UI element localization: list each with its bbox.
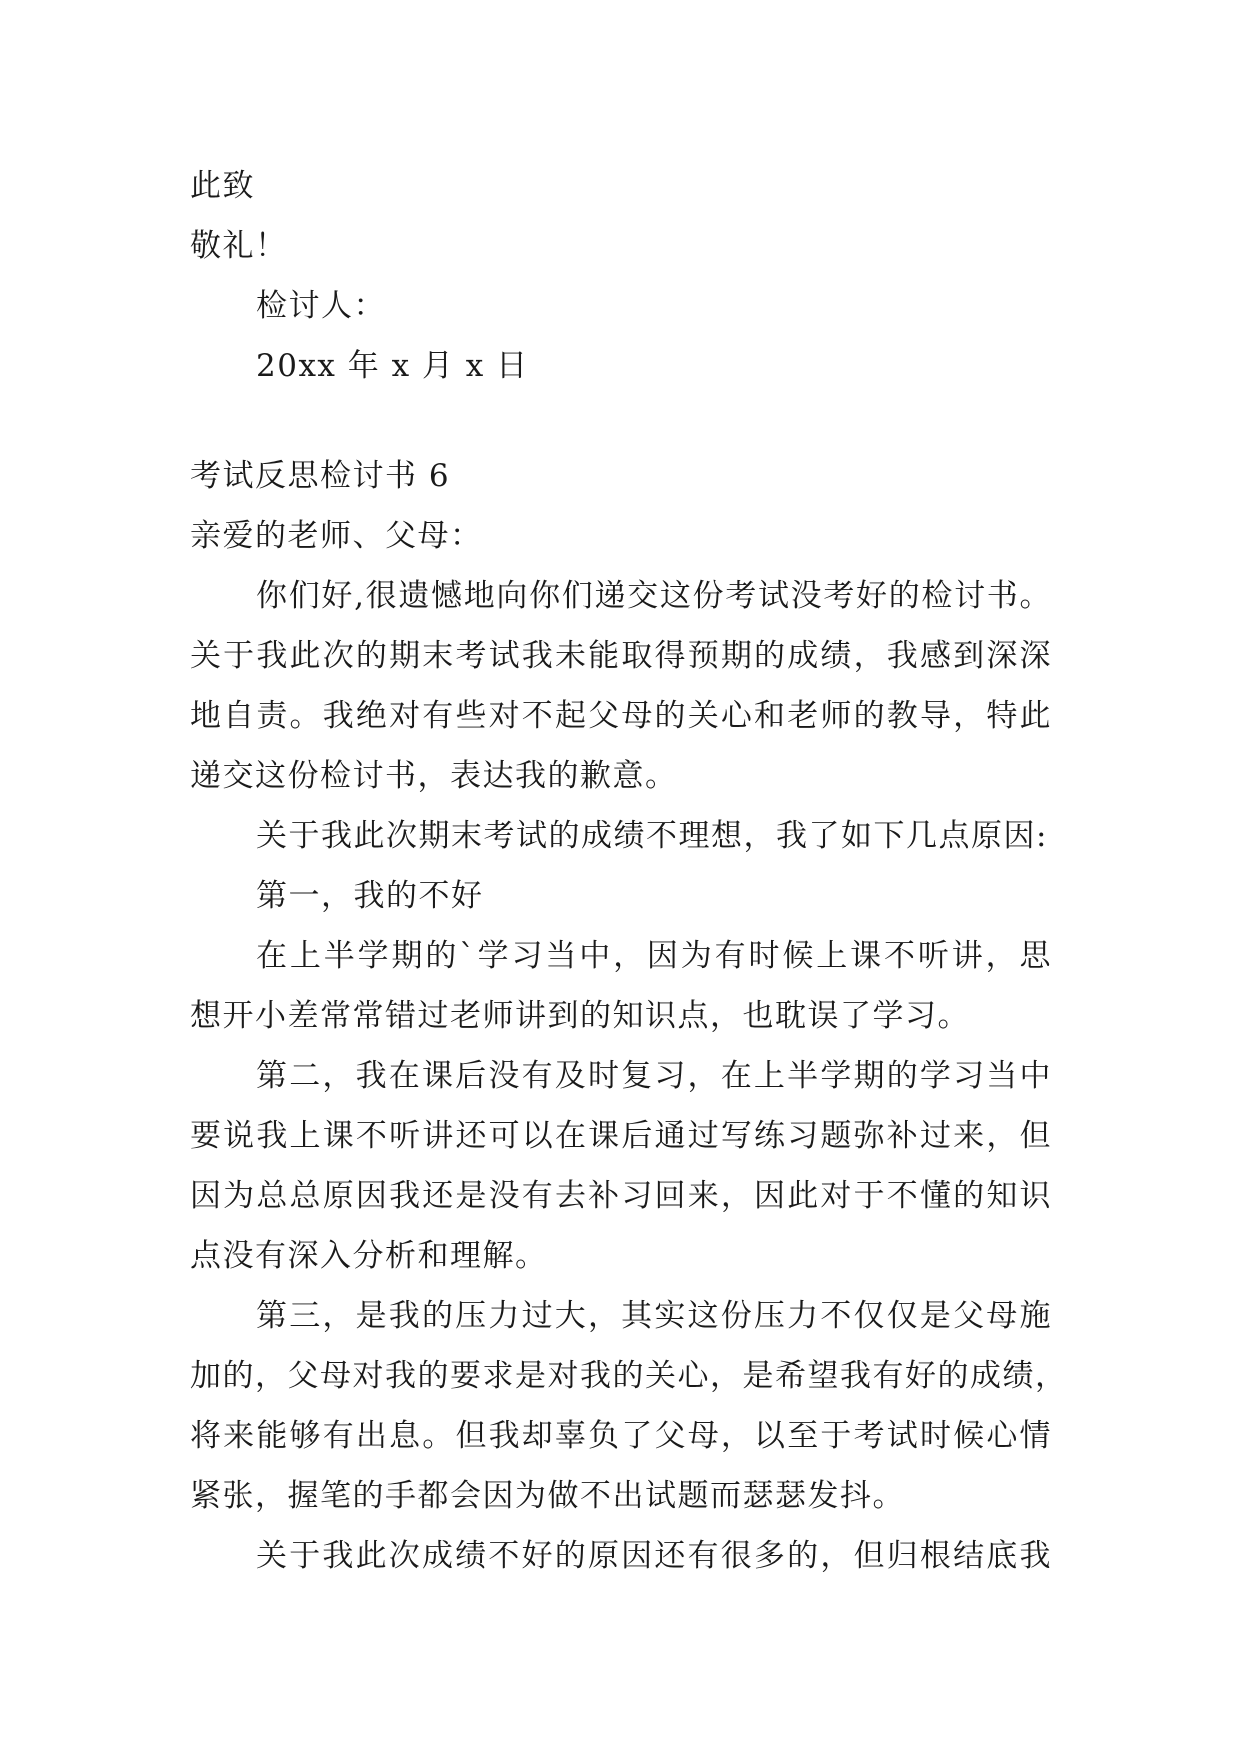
paragraph-line: 递交这份检讨书，表达我的歉意。: [190, 758, 678, 794]
paragraph-line: 想开小差常常错过老师讲到的知识点，也耽误了学习。: [190, 998, 970, 1034]
closing-regards: 敬礼！: [190, 228, 288, 264]
paragraph-line: 因为总总原因我还是没有去补习回来，因此对于不懂的知识: [190, 1178, 1052, 1214]
paragraph-line: 第二，我在课后没有及时复习，在上半学期的学习当中: [256, 1058, 1052, 1094]
paragraph-line: 你们好,很遗憾地向你们递交这份考试没考好的检讨书。: [256, 578, 1052, 614]
paragraph-line: 关于我此次成绩不好的原因还有很多的，但归根结底我: [256, 1538, 1052, 1574]
signer-label: 检讨人：: [256, 288, 386, 324]
letter-greeting: 亲爱的老师、父母：: [190, 518, 483, 554]
paragraph-line: 地自责。我绝对有些对不起父母的关心和老师的教导，特此: [190, 698, 1052, 734]
paragraph-line: 第三，是我的压力过大，其实这份压力不仅仅是父母施: [256, 1298, 1052, 1334]
paragraph-line: 关于我此次期末考试的成绩不理想，我了如下几点原因:: [256, 818, 1048, 854]
paragraph-line: 要说我上课不听讲还可以在课后通过写练习题弥补过来，但: [190, 1118, 1052, 1154]
paragraph-line: 第一，我的不好: [256, 878, 484, 914]
paragraph-line: 关于我此次的期末考试我未能取得预期的成绩，我感到深深: [190, 638, 1052, 674]
signature-date: 20xx 年 x 月 x 日: [256, 348, 529, 384]
paragraph-line: 在上半学期的`学习当中，因为有时候上课不听讲，思: [256, 938, 1052, 974]
paragraph-line: 点没有深入分析和理解。: [190, 1238, 548, 1274]
paragraph-line: 加的，父母对我的要求是对我的关心，是希望我有好的成绩，: [190, 1358, 1068, 1394]
letter-title: 考试反思检讨书 6: [190, 458, 451, 494]
paragraph-line: 紧张，握笔的手都会因为做不出试题而瑟瑟发抖。: [190, 1478, 905, 1514]
closing-salutation: 此致: [190, 168, 255, 204]
paragraph-line: 将来能够有出息。但我却辜负了父母，以至于考试时候心情: [190, 1418, 1052, 1454]
